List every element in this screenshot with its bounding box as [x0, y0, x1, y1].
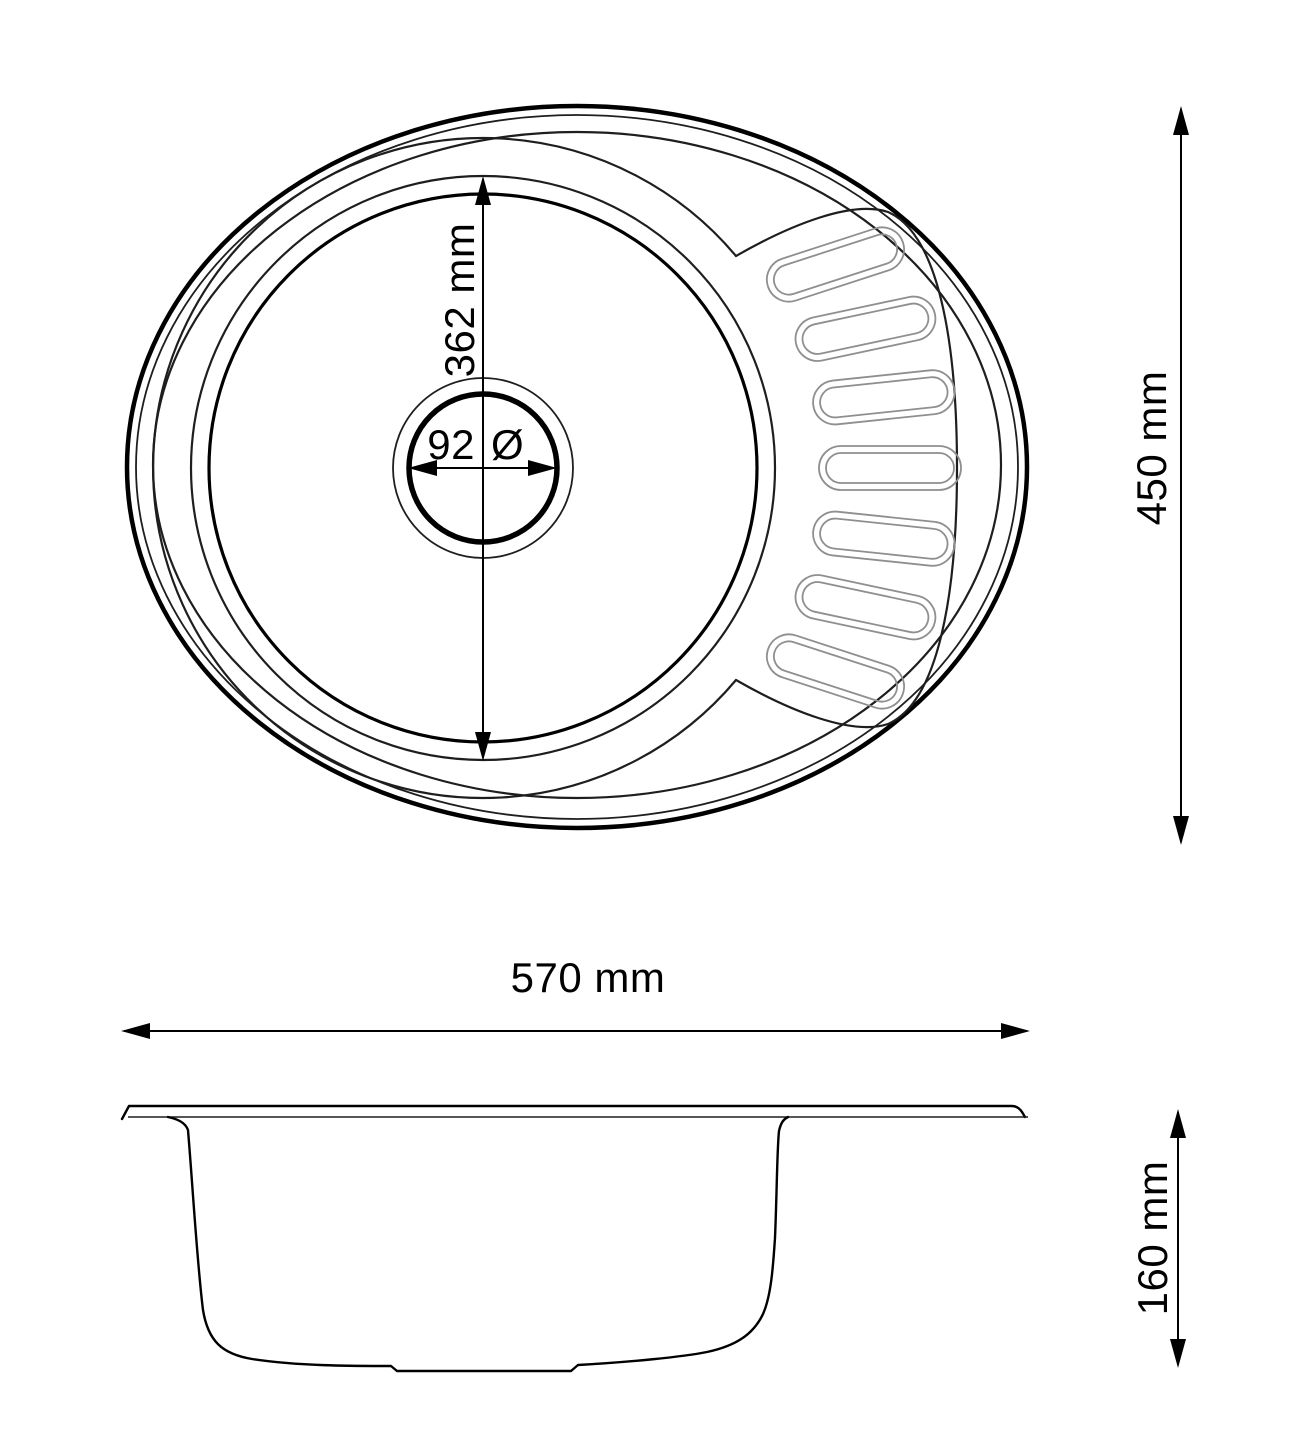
side-view	[122, 1106, 1028, 1371]
bowl-diameter-label: 362 mm	[436, 222, 483, 378]
dimension-bowl-depth	[1129, 1109, 1186, 1368]
dimension-overall-depth	[1128, 106, 1189, 845]
arrowhead-down-icon	[475, 732, 491, 761]
drainer-rib	[791, 293, 939, 366]
dimension-overall-width	[121, 954, 1030, 1039]
drainer-rib	[811, 509, 957, 568]
drain-diameter-value: 92	[427, 421, 475, 468]
overall-depth-label: 450 mm	[1128, 370, 1175, 526]
drainer-rib	[791, 571, 939, 644]
drainer-rib	[819, 446, 961, 490]
overall-width-label: 570 mm	[510, 954, 666, 1001]
drainer-rib	[761, 222, 910, 308]
arrowhead-right-icon	[528, 460, 557, 476]
arrowhead-left-icon	[121, 1023, 150, 1039]
bowl-depth-label: 160 mm	[1129, 1160, 1176, 1316]
arrowhead-up-icon	[1173, 106, 1189, 135]
arrowhead-up-icon	[1170, 1109, 1186, 1138]
bowl-profile	[168, 1117, 788, 1371]
drainer-rib	[761, 629, 910, 715]
arrowhead-down-icon	[1170, 1339, 1186, 1368]
outer-rim-inner-line	[136, 115, 1018, 819]
top-view	[127, 106, 1027, 828]
arrowhead-right-icon	[1001, 1023, 1030, 1039]
drainer-ribs	[761, 222, 961, 715]
arrowhead-down-icon	[1173, 816, 1189, 845]
arrowhead-up-icon	[475, 176, 491, 205]
drain-diameter-symbol: Ø	[491, 421, 525, 468]
drainer-rib	[811, 368, 957, 427]
rim-inner-oval	[153, 132, 1001, 798]
